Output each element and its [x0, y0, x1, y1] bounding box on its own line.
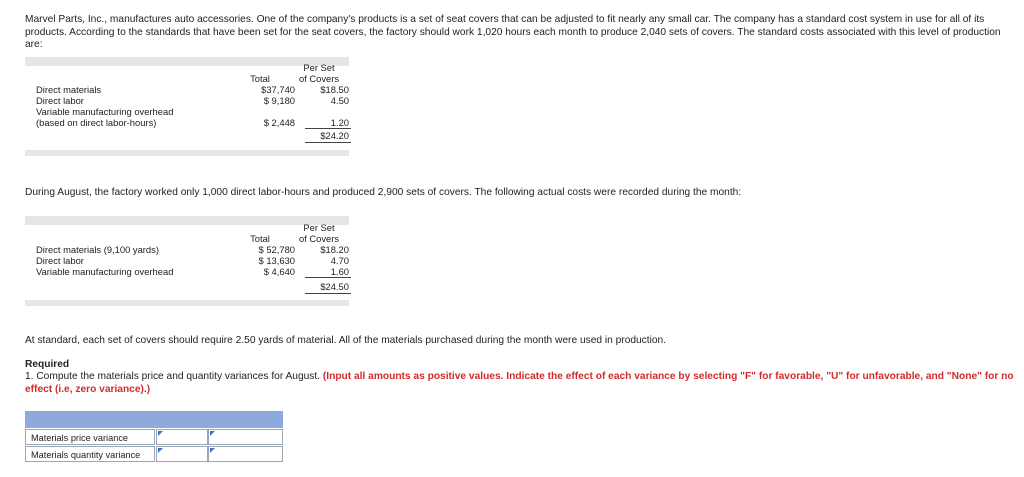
row-total: $37,740 [261, 84, 295, 95]
subtotal-underline [305, 128, 351, 129]
row-per-set: 1.20 [330, 117, 349, 128]
total-underline [305, 142, 351, 143]
row-label: Direct materials [36, 84, 102, 95]
row-per-set: $18.50 [320, 84, 349, 95]
price-variance-effect-field[interactable] [209, 433, 282, 447]
quantity-variance-effect-field[interactable] [209, 450, 282, 464]
standard-paragraph: At standard, each set of covers should require 2.50 yards of material. All of the materials purchased during the month were used in production. [25, 335, 667, 346]
row-total: $ 4,640 [263, 266, 295, 277]
col-header-per-set: Per Set [303, 62, 335, 73]
grand-total: $24.50 [320, 281, 349, 292]
row-total: $ 52,780 [258, 244, 295, 255]
row-label: Direct labor [36, 95, 84, 106]
row-total: $ 13,630 [258, 255, 295, 266]
row-label: Direct materials (9,100 yards) [36, 244, 159, 255]
col-header-total: Total [250, 233, 270, 244]
col-header-total: Total [250, 73, 270, 84]
quantity-variance-amount-field[interactable] [157, 450, 207, 464]
required-heading: Required [25, 359, 70, 370]
quantity-variance-effect-select[interactable] [208, 446, 283, 462]
quantity-variance-amount-input[interactable] [156, 446, 208, 462]
row-label: Materials quantity variance [25, 446, 155, 462]
dropdown-marker-icon [158, 431, 163, 436]
answer-table-header [25, 411, 283, 428]
dropdown-marker-icon [210, 448, 215, 453]
row-total: $ 9,180 [263, 95, 295, 106]
row-label: Variable manufacturing overhead [36, 266, 174, 277]
august-paragraph: During August, the factory worked only 1,000 direct labor-hours and produced 2,900 sets of covers. The following actual costs were recorded during the month: [25, 187, 742, 198]
price-variance-amount-field[interactable] [157, 433, 207, 447]
col-header-of-covers: of Covers [298, 233, 340, 244]
actual-cost-table [25, 216, 349, 308]
row-per-set: 1.60 [330, 266, 349, 277]
table-bottom-band [25, 150, 349, 156]
subtotal-underline [305, 277, 351, 278]
row-total: $ 2,448 [263, 117, 295, 128]
row-label: Direct labor [36, 255, 84, 266]
table-row [25, 446, 283, 463]
price-variance-amount-input[interactable] [156, 429, 208, 445]
row-per-set: 4.50 [330, 95, 349, 106]
intro-paragraph: Marvel Parts, Inc., manufactures auto accessories. One of the company's products is a set of seat covers that can be adjusted to fit nearly any small car. The company has a standard cost system in use for all of its products. According to the standards that have been set for the seat covers, the factory should work 1,020 hours each month to produce 2,040 sets of covers. The standard costs associated with this level of production are: [25, 14, 1001, 50]
price-variance-effect-select[interactable] [208, 429, 283, 445]
total-underline [305, 293, 351, 294]
required-question [25, 371, 1020, 396]
required-text: 1. Compute the materials price and quantity variances for August. [25, 371, 321, 382]
dropdown-marker-icon [158, 448, 163, 453]
row-per-set: 4.70 [330, 255, 349, 266]
col-header-per-set: Per Set [303, 222, 335, 233]
row-label: Materials price variance [25, 429, 155, 445]
standard-cost-table [25, 57, 349, 157]
col-header-of-covers: of Covers [298, 73, 340, 84]
grand-total: $24.20 [320, 130, 349, 141]
answer-table [25, 411, 283, 464]
row-label: (based on direct labor-hours) [36, 117, 157, 128]
table-row [25, 429, 283, 446]
row-per-set: $18.20 [320, 244, 349, 255]
required-instruction: (Input all amounts as positive values. Indicate the effect of each variance by selecting "F" for favorable, "U" for unfavorable, and "None" for no effect (i.e, zero variance).) [25, 371, 1014, 395]
row-label: Variable manufacturing overhead [36, 106, 174, 117]
table-bottom-band [25, 300, 349, 306]
dropdown-marker-icon [210, 431, 215, 436]
